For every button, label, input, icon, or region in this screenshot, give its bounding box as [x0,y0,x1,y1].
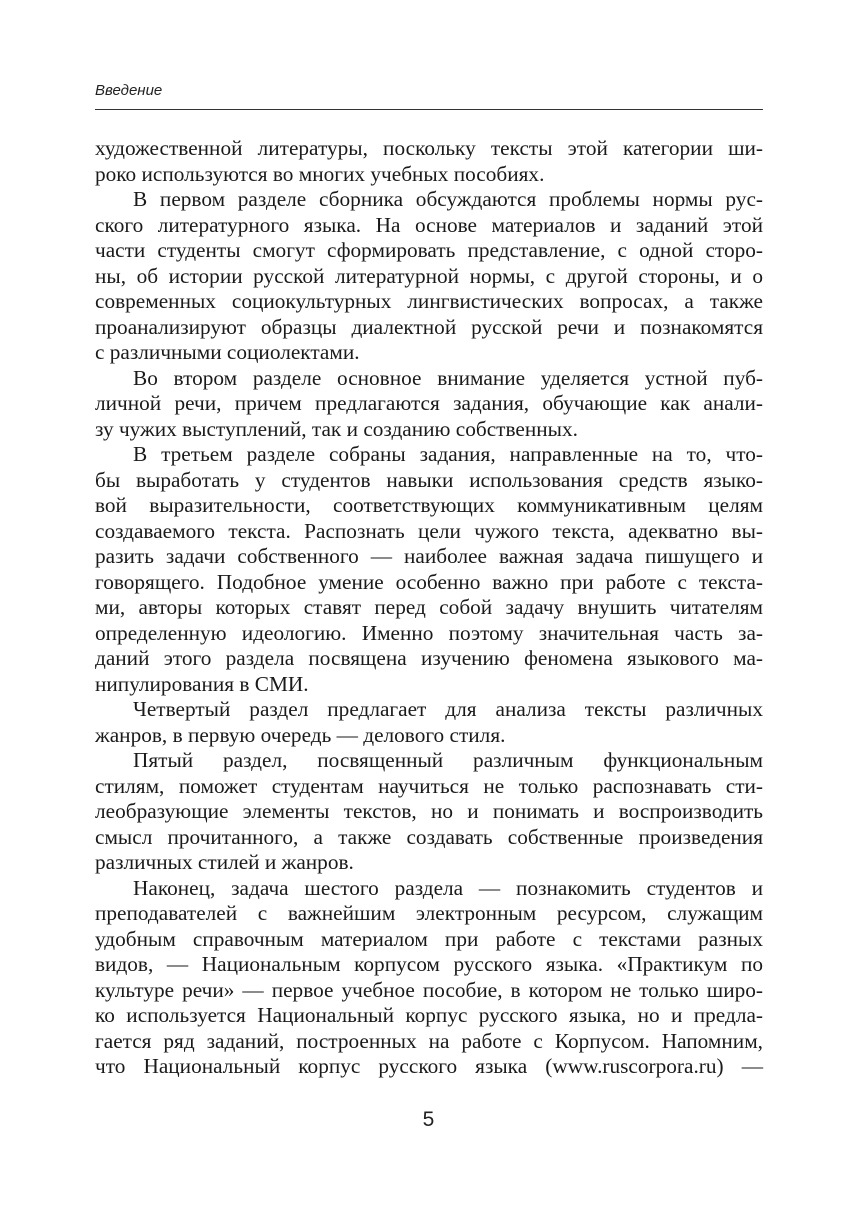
text-line: разить задачи собственного — наиболее важная задача пишущего и [95,544,763,568]
paragraph [95,697,763,748]
text-line: бы выработать у студентов навыки использования средств языко- [95,467,763,492]
text-line: что Национальный корпус русского языка (www.ruscorpora.ru) — [95,1054,763,1078]
paragraph [95,136,763,187]
text-line: проанализируют образцы диалектной русской речи и познакомятся [95,314,763,339]
text-line: говорящего. Подобное умение особенно важно при работе с текста- [95,569,763,594]
paragraph [95,442,763,697]
text-line: гается ряд заданий, построенных на работе с Корпусом. Напомним, [95,1028,763,1053]
text-line: даний этого раздела посвящена изучению феномена языкового ма- [95,646,763,670]
text-line: роко используются во многих учебных пособиях. [95,161,545,186]
text-line: зу чужих выступлений, так и созданию собственных. [95,416,578,441]
text-line: создаваемого текста. Распознать цели чужого текста, адекватно вы- [95,518,763,543]
text-line: Наконец, задача шестого раздела — познакомить студентов и [133,875,763,900]
text-line: преподавателей с важнейшим электронным ресурсом, служащим [95,901,763,925]
text-line: художественной литературы, поскольку тексты этой категории ши- [95,136,763,160]
running-title: Введение [95,82,163,99]
text-line: В первом разделе сборника обсуждаются проблемы нормы рус- [133,187,763,211]
text-line: стилям, поможет студентам научиться не только распознавать сти- [95,773,763,798]
text-line: леобразующие элементы текстов, но и понимать и воспроизводить [95,799,763,823]
text-line: вой выразительности, соответствующих коммуникативным целям [95,493,763,517]
text-line: жанров, в первую очередь — делового стиля. [95,722,506,747]
paragraph [95,187,763,366]
text-line: ны, об истории русской литературной нормы, с другой стороны, и о [95,263,763,288]
text-line: В третьем разделе собраны задания, направленные на то, что- [133,442,763,466]
text-line: ми, авторы которых ставят перед собой задачу внушить читателям [95,595,763,619]
text-line: современных социокультурных лингвистических вопросах, а также [95,289,763,313]
body-text [95,136,763,1080]
page-number: 5 [422,1108,435,1131]
text-line: с различными социолектами. [95,340,360,364]
text-line: нипулирования в СМИ. [95,671,309,696]
text-line: ского литературного языка. На основе материалов и заданий этой [95,212,763,237]
text-line: определенную идеологию. Именно поэтому значительная часть за- [95,620,763,645]
text-line: культуре речи» — первое учебное пособие, в котором не только широ- [95,977,763,1002]
text-line: смысл прочитанного, а также создавать собственные произведения [95,824,763,849]
text-line: части студенты смогут сформировать представление, с одной сторо- [95,238,763,262]
text-line: Пятый раздел, посвященный различным функциональным [133,748,763,772]
paragraph [95,366,763,443]
paragraph [95,876,763,1080]
text-line: личной речи, причем предлагаются задания, обучающие как анали- [95,391,763,415]
text-line: удобным справочным материалом при работе с текстами разных [95,926,763,951]
paragraph [95,748,763,876]
text-line: Во втором разделе основное внимание уделяется устной пуб- [133,365,763,390]
text-line: Четвертый раздел предлагает для анализа тексты различных [133,697,763,721]
header-rule [95,109,763,110]
text-line: видов, — Национальным корпусом русского языка. «Практикум по [95,952,763,976]
text-line: различных стилей и жанров. [95,850,354,874]
text-line: ко используется Национальный корпус русского языка, но и предла- [95,1003,763,1027]
